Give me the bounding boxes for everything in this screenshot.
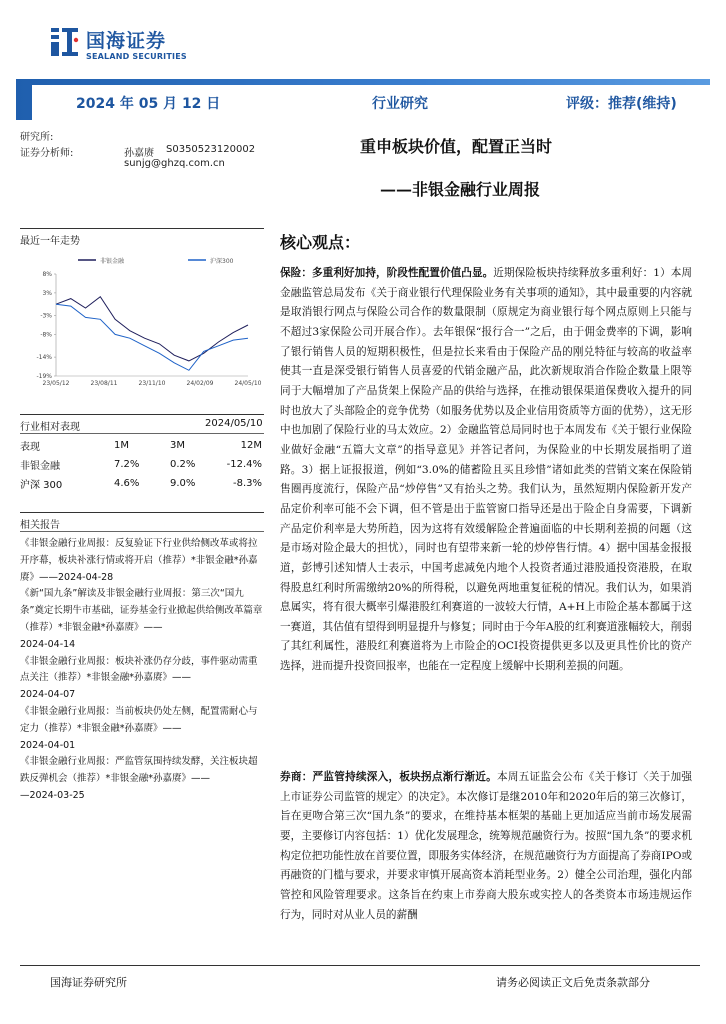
brokerage-body: 本周五证监会公布《关于修订〈关于加强上市证券公司监管的规定〉的决定》。本次修订是继2010年和2020年后的第三次修订，旨在更吻合第三次“国九条”的要求，在维持基本框架的基础上更加适应当前市场发展需要，主要修订内容包括：1）优化发展理念，统筹规范融资行为。按照“国九条”的要求机构定位把功能性放在首要位置，即服务实体经济，在规范融资行为方面提高了券商IPO或再融资的门槛与要求，并要求审慎开展高资本消耗型业务。2）健全公司治理，强化内部管控和风险管理要求。这条旨在约束上市券商大股东或实控人的各类资本市场违规运作行为，同时对从业人员的薪酬 (280, 771, 693, 921)
performance-date: 2024/05/10 (205, 418, 263, 429)
analyst-role-label: 证券分析师: (20, 148, 74, 159)
series-line (56, 304, 248, 370)
sealand-logo-icon (50, 26, 80, 60)
y-tick-label: -8% (40, 331, 52, 339)
related-report-item[interactable]: 《非银金融行业周报：反复验证下行业供给侧改革或将拉开序幕，板块补涨行情或将开启（推荐）*非银金融*孙嘉赓》——2024-04-28 (20, 538, 258, 583)
table-header-cell: 1M (114, 440, 129, 451)
y-tick-label: -19% (36, 373, 52, 380)
related-report-item[interactable]: 《非银金融行业周报：严监管氛围持续发酵，关注板块超跌反弹机会（推荐）*非银金融*孙嘉赓》—— (20, 756, 258, 785)
divider (20, 228, 264, 229)
y-tick-label: -3% (40, 312, 52, 320)
x-tick-label: 24/02/09 (186, 380, 214, 387)
table-header-cell: 12M (240, 440, 262, 451)
related-report-item[interactable]: 《非银金融行业周报：板块补涨仍存分歧，事件驱动需重点关注（推荐）*非银金融*孙嘉赓》—— (20, 655, 258, 684)
report-banner (16, 79, 710, 120)
y-tick-label: 8% (42, 271, 52, 278)
related-report-item[interactable]: 《新“国九条”解读及非银金融行业周报：第三次“国九条”奠定长期牛市基础，证券基金行业掀起供给侧改革篇章（推荐）*非银金融*孙嘉赓》—— (20, 588, 263, 633)
table-cell: 沪深 300 (20, 480, 63, 491)
divider (20, 433, 264, 434)
legend-label: 沪深300 (210, 258, 234, 265)
core-view-title: 核心观点： (280, 233, 361, 252)
table-cell: 4.6% (114, 478, 140, 489)
analyst-license: S0350523120002 (166, 144, 256, 155)
analyst-name: 孙嘉赓 (124, 148, 154, 159)
report-rating: 评级：推荐(维持) (566, 96, 677, 112)
analyst-email[interactable]: sunjg@ghzq.com.cn (124, 158, 225, 169)
table-header-cell: 表现 (20, 442, 40, 453)
brokerage-lead: 券商：严监管持续深入，板块拐点渐行渐近。 (280, 771, 497, 783)
y-tick-label: -14% (36, 354, 52, 362)
insurance-lead: 保险：多重利好加持，阶段性配置价值凸显。 (280, 267, 494, 279)
related-report-date: 2024-04-07 (20, 689, 76, 701)
report-title: 重申板块价值，配置正当时 (360, 137, 553, 156)
divider (20, 512, 264, 513)
table-row (20, 474, 262, 493)
brokerage-section (280, 768, 692, 925)
related-report-date: 2024-04-14 (20, 638, 76, 650)
footer-institute: 国海证券研究所 (50, 976, 127, 989)
table-header-cell: 3M (170, 440, 185, 451)
table-cell: 7.2% (114, 459, 140, 470)
footer-disclaimer: 请务必阅读正文后免责条款部分 (496, 976, 650, 989)
divider (20, 531, 264, 532)
report-category: 行业研究 (372, 96, 428, 112)
performance-table (20, 436, 262, 493)
table-cell: -12.4% (226, 459, 262, 470)
table-cell: 9.0% (170, 478, 196, 489)
x-tick-label: 23/08/11 (90, 380, 118, 387)
brand-name-en: SEALAND SECURITIES (86, 52, 187, 61)
researcher-label: 研究所: (20, 132, 54, 143)
x-tick-label: 24/05/10 (234, 380, 262, 387)
performance-title: 行业相对表现 (20, 422, 80, 433)
divider (20, 414, 264, 415)
related-report-date: —2024-03-25 (20, 789, 85, 801)
legend-label: 非银金融 (100, 258, 125, 265)
brand-name-cn: 国海证券 (86, 30, 167, 52)
series-line (56, 297, 248, 361)
report-date: 2024 年 05 月 12 日 (76, 96, 221, 112)
brand-logo (50, 24, 190, 68)
report-subtitle: ——非银金融行业周报 (380, 180, 541, 199)
table-cell: 非银金融 (20, 461, 60, 472)
x-tick-label: 23/11/10 (138, 380, 166, 387)
footer-divider (20, 965, 700, 966)
table-row (20, 455, 262, 474)
related-report-item[interactable]: 《非银金融行业周报：当前板块仍处左侧，配置需耐心与定力（推荐）*非银金融*孙嘉赓》—— (20, 705, 258, 734)
insurance-section (280, 264, 692, 677)
y-tick-label: 3% (42, 289, 52, 297)
table-cell: 0.2% (170, 459, 196, 470)
related-report-date: 2024-04-01 (20, 739, 76, 751)
table-cell: -8.3% (232, 478, 262, 489)
trend-chart (18, 252, 262, 392)
reports-title: 相关报告 (20, 520, 60, 531)
insurance-body: 近期保险板块持续释放多重利好：1）本周金融监管总局发布《关于商业银行代理保险业务有关事项的通知》，其中最重要的内容就是取消银行网点与保险公司合作的数量限制（原规定为商业银行每个网点原则上只能与不超过3家保险公司开展合作）。去年银保“报行合一”之后，由于佣金费率的下调，影响了银行销售人员的短期积极性，但是拉长来看由于保险产品的刚兑特征与较高的收益率使其一直是深受银行销售人员喜爱的代销金融产品，此次新规取消合作险企数量上限等同于大幅增加了产品货架上保险产品的供给与选择，在推动银保渠道保费收入提升的同时也放大了头部险企的竞争优势（如服务优势以及企业信用资质等方面的优势），这无形中也加剧了保险行业的马太效应。2）金融监管总局同时也于本周发布《关于银行业保险业做好金融“五篇大文章”的指导意见》并答记者问，为保险业的中长期发展指明了道路。3）据上证报报道，例如“3.0%的储蓄险且买且珍惜”诸如此类的营销文案在保险销售圈再度流行，保险产品“炒停售”又有抬头之势。我们认为，虽然短期内保险新开发产品定价利率可能不会下调，但不管是出于监管窗口指导还是出于险企自身需要，下调新产品定价利率是大势所趋，因为这将有效缓解险企普遍面临的中长期利差损的问题（这是市场对险企最大的担忧），同时也有望带来新一轮的炒停售行情。4）据中国基金报报道，彭博引述知情人士表示，中国考虑减免内地个人投资者通过港股通投资港股，在取得股息红利时所需缴纳20%的所得税，以避免两地重复征税的情况。我们认为，如果消息属实，将有很大概率引爆港股红利赛道的一波较大行情，A+H上市险企基本都属于这一赛道，其估值有望得到明显提升与修复；同时由于今年A股的红利赛道涨幅较大，削弱了其红利属性，港股红利赛道将为上市险企的OCI投资提供更多以及更具性价比的资产选择，进而提升投资回报率，也能在一定程度上缓解中长期利差损的问题。 (280, 267, 692, 673)
trend-label: 最近一年走势 (20, 236, 80, 247)
table-header-row (20, 436, 262, 455)
x-tick-label: 23/05/12 (42, 380, 70, 387)
related-reports-list (20, 536, 264, 805)
